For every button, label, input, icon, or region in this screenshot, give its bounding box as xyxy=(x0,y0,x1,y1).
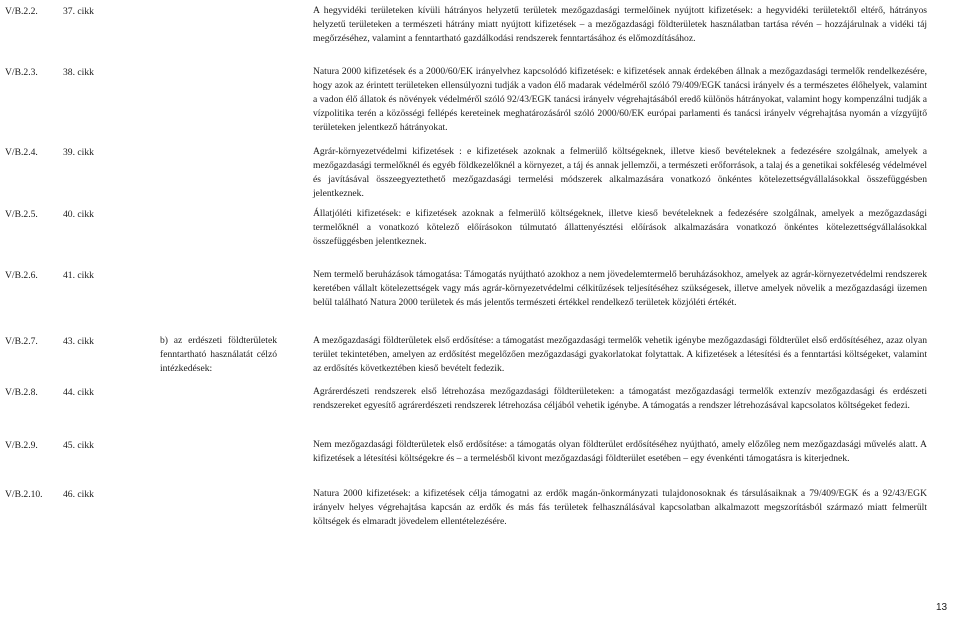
section-description: Natura 2000 kifizetések: a kifizetések célja támogatni az erdők magán-önkormányzati tulajdonosoknak és társulásaiknak a 79/409/EGK és a 92/43/EGK irányelv helyes végrehajtása kapcsán az erdők és más fás területek felhasználásával kapcsolatban alkalmazott megszorításból származó miatt felmerült költségek és elmaradt jövedelem ellentételezésére. xyxy=(313,488,927,527)
article-ref: 46. cikk xyxy=(63,489,94,500)
article-ref: 43. cikk xyxy=(63,336,94,347)
article-ref: 37. cikk xyxy=(63,6,94,17)
page-number: 13 xyxy=(936,602,948,613)
section-subheading: b) az erdészeti földterületek fenntartható használatát célzó intézkedések: xyxy=(160,335,277,374)
section-description: A mezőgazdasági földterületek első erdősítése: a támogatást mezőgazdasági termelők vehetik igénybe mezőgazdasági földterület első erdősítéséhez, azaz olyan terület tekintetében, amelyen az erdősítést megelőzően mezőgazdasági gyakorlatokat folytattak. A kifizetések a létesítési és a fenntartási költségeket, valamint az erdősítés következtében kieső bevételt fedezik. xyxy=(313,335,927,374)
article-ref: 44. cikk xyxy=(63,387,94,398)
section-code: V/B.2.2. xyxy=(5,6,38,17)
section-code: V/B.2.6. xyxy=(5,270,38,281)
article-ref: 40. cikk xyxy=(63,209,94,220)
article-ref: 39. cikk xyxy=(63,147,94,158)
section-description: Agrárerdészeti rendszerek első létrehozása mezőgazdasági földterületeken: a támogatást mezőgazdasági termelők extenzív mezőgazdasági és erdészeti rendszereket egyesítő agrárerdészeti rendszerek létrehozása céljából vehetik igénybe. A támogatás a rendszer létrehozásával kapcsolatos költségeket fedezi. xyxy=(313,386,927,411)
section-code: V/B.2.3. xyxy=(5,67,38,78)
article-ref: 41. cikk xyxy=(63,270,94,281)
article-ref: 38. cikk xyxy=(63,67,94,78)
section-code: V/B.2.5. xyxy=(5,209,38,220)
section-description: Agrár-környezetvédelmi kifizetések : e kifizetések azoknak a felmerülő költségeknek, illetve kieső bevételeknek a fedezésére szolgálnak, amelyek a mezőgazdasági termelőknél és egyéb földkezelőknél a környezet, a táj és annak jellemzői, a természeti erőforrások, a talaj és a genetikai sokféleség védelmével és javításával összeegyeztethető mezőgazdasági termelési módszerek alkalmazására vonatkozó önkéntes kötelezettségvállalásokkal összefüggésben jelentkeznek. xyxy=(313,146,927,199)
section-code: V/B.2.4. xyxy=(5,147,38,158)
section-code: V/B.2.8. xyxy=(5,387,38,398)
article-ref: 45. cikk xyxy=(63,440,94,451)
section-description: Nem mezőgazdasági földterületek első erdősítése: a támogatás olyan földterület erdősítéséhez nyújtható, amely előzőleg nem mezőgazdasági művelés alatt. A kifizetések a létesítési költségekre és – a termelésből kivont mezőgazdasági földterület esetében – egy évenkénti támogatásra is kiterjednek. xyxy=(313,439,927,464)
section-code: V/B.2.10. xyxy=(5,489,43,500)
section-description: A hegyvidéki területeken kívüli hátrányos helyzetű területek mezőgazdasági termelőinek nyújtott kifizetések: a hegyvidéki területektől eltérő, hátrányos helyzetű területeken a természeti hátrány miatt nyújtott kifizetések – a mezőgazdasági földterületek használatban tartása révén – hozzájárulnak a vidéki táj megőrzéséhez, valamint a fenntartható gazdálkodási rendszerek fenntartásához és előmozdításához. xyxy=(313,5,927,44)
section-code: V/B.2.9. xyxy=(5,440,38,451)
section-description: Állatjóléti kifizetések: e kifizetések azoknak a felmerülő költségeknek, illetve kieső bevételeknek a fedezésére szolgálnak, amelyek a mezőgazdasági termelőknél a vonatkozó kötelező előírásokon túlmutató állattenyésztési előírások alkalmazására vonatkozó önkéntes kötelezettségvállalásokkal összefüggésben jelentkeznek. xyxy=(313,208,927,247)
section-description: Nem termelő beruházások támogatása: Támogatás nyújtható azokhoz a nem jövedelemtermelő beruházásokhoz, amelyek az agrár-környezetvédelmi rendszerek keretében vállalt kötelezettségek vagy más agrár-környezetvédelmi célkitűzések teljesítéséhez szükségesek, illetve amelyek növelik a mezőgazdasági üzemen belül található Natura 2000 területek és más jelentős természeti értékkel rendelkező területek közjóléti értékét. xyxy=(313,269,927,308)
section-description: Natura 2000 kifizetések és a 2000/60/EK irányelvhez kapcsolódó kifizetések: e kifizetések annak érdekében állnak a mezőgazdasági termelők rendelkezésére, hogy azok az érintett területeken ellensúlyozni tudják a vadon élő madarak védelméről szóló 79/409/EGK tanácsi irányelv és a természetes élőhelyek, valamint a vadon élő állatok és növények védelméről szóló 92/43/EGK tanácsi irányelv végrehajtásából eredő különös hátrányokat, valamint hogy kompenzálni tudják a vízpolitika terén a közösségi fellépés kereteinek meghatározásáról szóló 2000/60/EK európai parlamenti és tanácsi irányelv végrehajtása nyomán a vízgyűjtő területeken jelentkező hátrányokat. xyxy=(313,66,927,133)
section-code: V/B.2.7. xyxy=(5,336,38,347)
